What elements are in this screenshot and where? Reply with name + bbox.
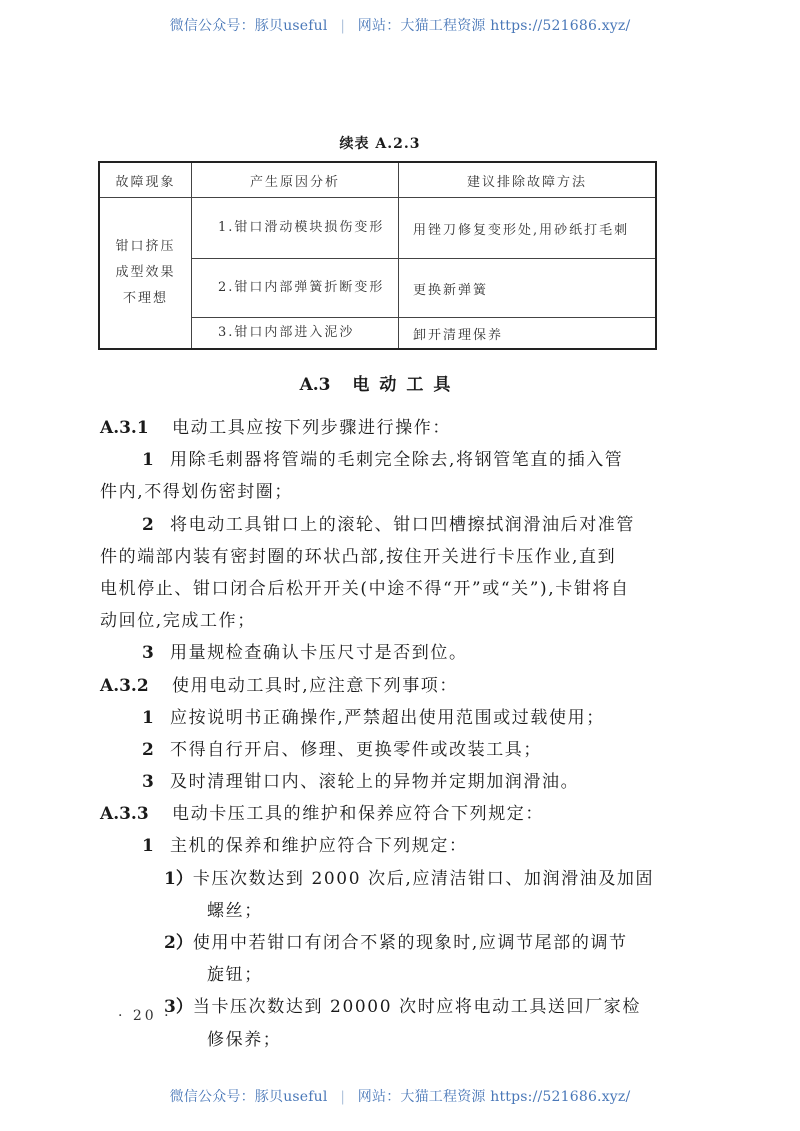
header-cause: 产生原因分析 [192, 162, 399, 198]
clause-a-3-2 [100, 670, 670, 702]
sub-item-text: 当卡压次数达到 20000 次时应将电动工具送回厂家检 [192, 997, 641, 1018]
watermark-bottom [0, 1086, 800, 1106]
header-symptom: 故障现象 [99, 162, 192, 198]
list-item-continuation: 件的端部内装有密封圈的环状凸部,按住开关进行卡压作业,直到 [100, 546, 617, 567]
symptom-line: 钳口挤压 [115, 239, 176, 254]
symptom-line: 不理想 [122, 291, 168, 306]
section-title: 电动工具 [352, 375, 461, 395]
item-text: 及时清理钳口内、滚轮上的异物并定期加润滑油。 [170, 772, 580, 793]
list-item [100, 734, 670, 766]
watermark-account: 微信公众号：豚贝useful [169, 1089, 328, 1105]
cause-text: 2.钳口内部弹簧折断变形 [218, 280, 385, 295]
item-number: 3 [142, 772, 154, 793]
table-header-row [99, 162, 656, 198]
item-text: 应按说明书正确操作,严禁超出使用范围或过载使用； [170, 707, 605, 728]
item-number: 1 [142, 707, 154, 728]
table-row [99, 198, 656, 259]
list-item-continuation: 件内,不得划伤密封圈； [100, 482, 294, 503]
fault-table [98, 161, 657, 350]
list-item-continuation: 电机停止、钳口闭合后松开开关(中途不得“开”或“关”),卡钳将自 [100, 578, 630, 599]
item-number: 1 [142, 450, 154, 471]
item-number: 2 [142, 739, 154, 760]
cause-cell [192, 318, 399, 350]
cause-text: 1.钳口滑动模块损伤变形 [218, 220, 385, 235]
sub-item-continuation: 旋钮； [207, 965, 263, 986]
clause-text: 电动卡压工具的维护和保养应符合下列规定： [172, 804, 544, 825]
item-text: 用量规检查确认卡压尺寸是否到位。 [170, 643, 468, 664]
sub-item-text: 卡压次数达到 2000 次后,应清洁钳口、加润滑油及加固 [192, 868, 655, 889]
clause-text: 使用电动工具时,应注意下列事项： [172, 675, 459, 696]
item-text: 主机的保养和维护应符合下列规定： [170, 836, 468, 857]
page-number: · 20 · [118, 1008, 172, 1024]
sub-item-number: 3） [164, 997, 193, 1018]
watermark-separator: | [340, 18, 346, 34]
sub-item-continuation: 螺丝； [207, 900, 263, 921]
clause-a-3-1 [100, 412, 670, 444]
clause-a-3-3 [100, 798, 670, 830]
list-item [100, 830, 670, 862]
list-item [100, 444, 670, 476]
list-item [100, 702, 670, 734]
header-fix: 建议排除故障方法 [399, 162, 657, 198]
table-caption: 续表 A.2.3 [339, 136, 421, 152]
sub-item-continuation: 修保养； [207, 1029, 282, 1050]
fix-cell: 卸开清理保养 [399, 318, 657, 350]
fix-cell: 更换新弹簧 [399, 259, 657, 318]
sub-item-text: 使用中若钳口有闭合不紧的现象时,应调节尾部的调节 [192, 933, 628, 953]
sub-item [100, 991, 670, 1023]
clause-text: 电动工具应按下列步骤进行操作： [172, 418, 451, 438]
item-text: 将电动工具钳口上的滚轮、钳口凹槽擦拭润滑油后对准管 [170, 514, 635, 535]
watermark-account: 微信公众号：豚贝useful [169, 18, 328, 34]
item-text: 用除毛刺器将管端的毛刺完全除去,将钢管笔直的插入管 [170, 450, 624, 471]
clause-number: A.3.3 [100, 804, 149, 825]
sub-item-number: 1） [164, 868, 193, 889]
section-number: A.3 [299, 375, 331, 395]
item-number: 3 [142, 643, 154, 664]
sub-item-number: 2） [164, 933, 193, 953]
symptom-line: 成型效果 [115, 265, 176, 280]
sub-item [100, 927, 670, 959]
sub-item [100, 863, 670, 895]
watermark-top [0, 15, 800, 35]
list-item [100, 766, 670, 798]
list-item-continuation: 动回位,完成工作； [100, 611, 256, 632]
watermark-site: 网站：大猫工程资源 https://521686.xyz/ [357, 18, 631, 34]
item-text: 不得自行开启、修理、更换零件或改装工具； [170, 739, 542, 760]
symptom-cell [99, 198, 192, 350]
clause-number: A.3.2 [100, 675, 149, 696]
cause-text: 3.钳口内部进入泥沙 [218, 325, 355, 340]
item-number: 1 [142, 836, 154, 857]
cause-cell [192, 198, 399, 259]
clause-number: A.3.1 [100, 418, 149, 438]
body-text [100, 412, 670, 1056]
cause-cell [192, 259, 399, 318]
list-item [100, 637, 670, 669]
list-item [100, 509, 670, 541]
section-heading [0, 370, 760, 395]
watermark-site: 网站：大猫工程资源 https://521686.xyz/ [357, 1089, 631, 1105]
fix-cell: 用锉刀修复变形处,用砂纸打毛刺 [399, 198, 657, 259]
item-number: 2 [142, 514, 154, 535]
watermark-separator: | [340, 1089, 346, 1105]
